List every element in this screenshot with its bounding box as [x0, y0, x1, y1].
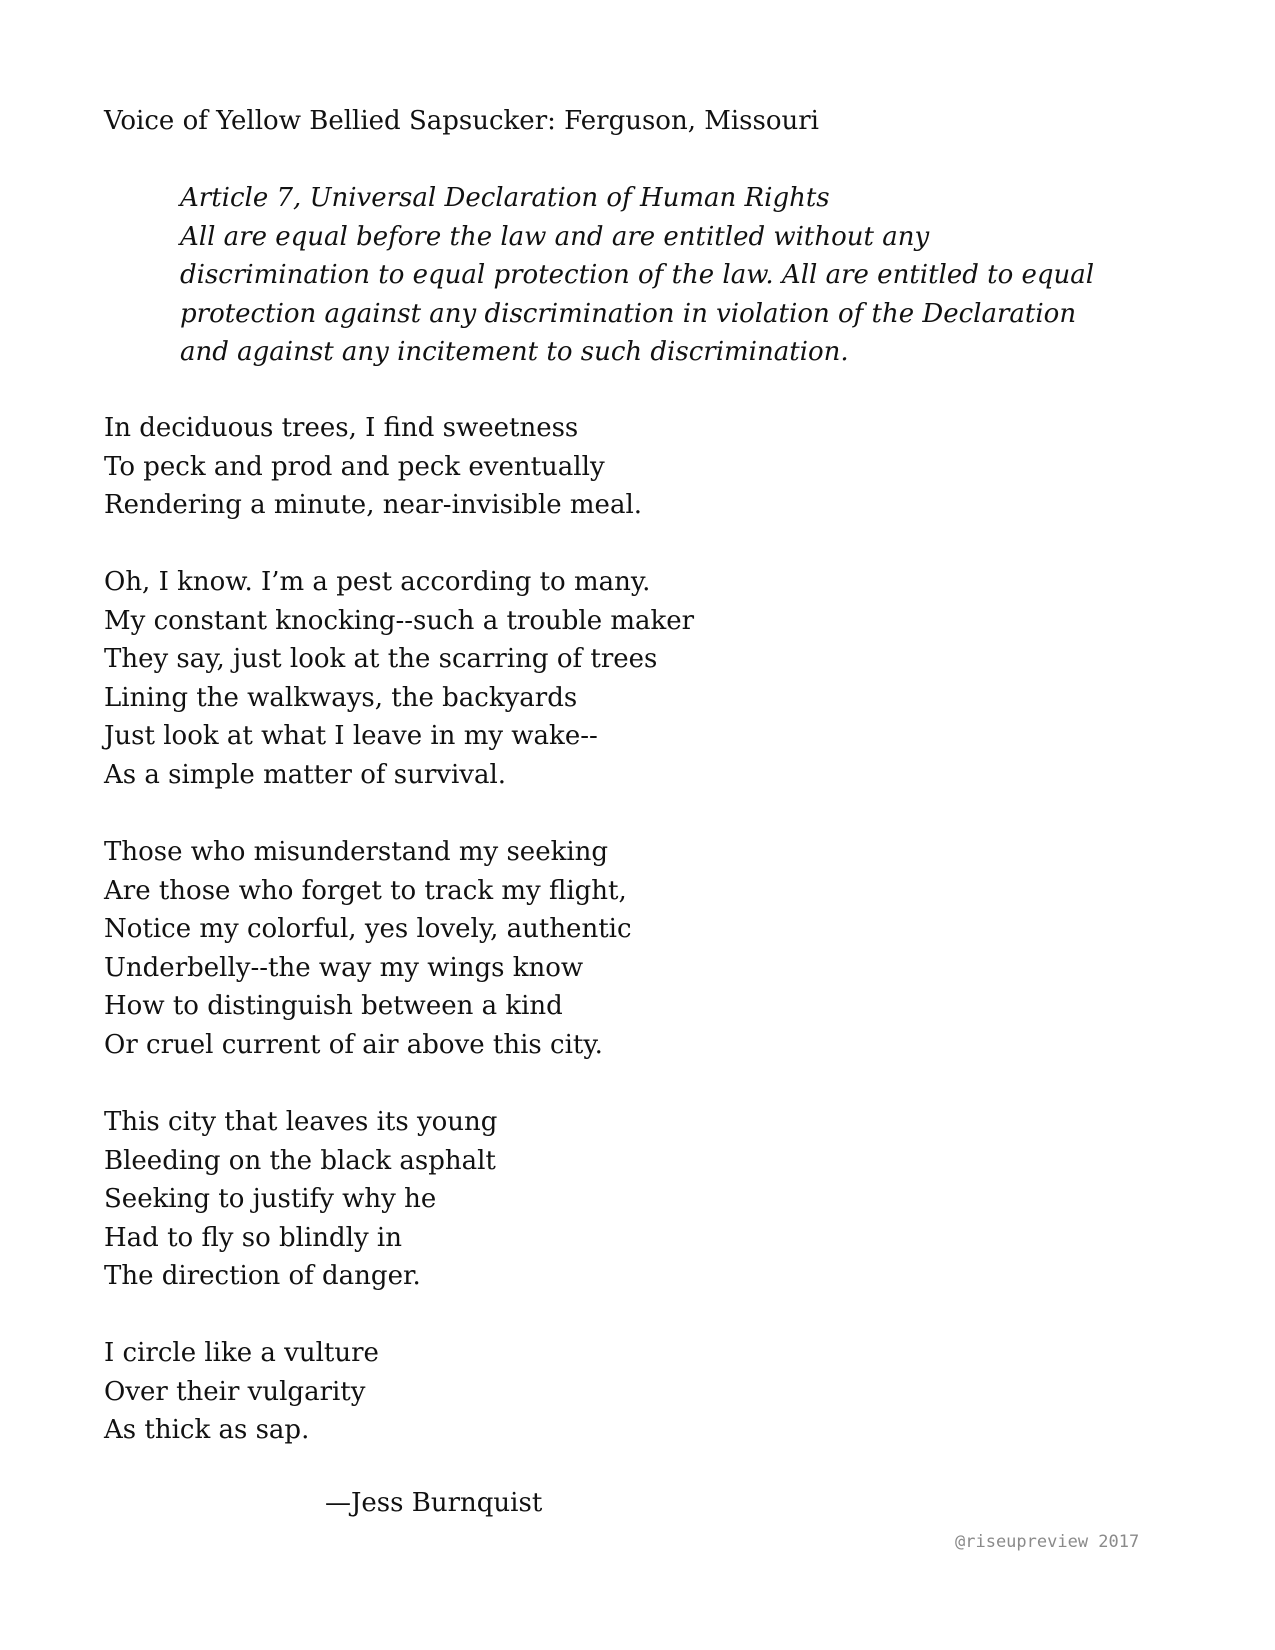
poem-line: The direction of danger. — [104, 1261, 421, 1291]
stanza-4 — [104, 1103, 497, 1296]
stanza-2 — [104, 563, 694, 794]
poem-line: Bleeding on the black asphalt — [104, 1145, 496, 1176]
poem-line: Are those who forget to track my flight, — [104, 875, 627, 906]
poem-line: Oh, I know. I’m a pest according to many. — [104, 567, 651, 597]
watermark: @riseupreview 2017 — [955, 1532, 1140, 1552]
poem-line: In deciduous trees, I find sweetness — [104, 413, 579, 443]
poem-line: Underbelly--the way my wings know — [104, 952, 584, 983]
poem-line: Over their vulgarity — [104, 1376, 366, 1407]
poem-line: As thick as sap. — [104, 1415, 310, 1445]
poem-line: How to distinguish between a kind — [104, 991, 563, 1021]
poem-line: They say, just look at the scarring of trees — [104, 644, 658, 674]
epigraph-line: All are equal before the law and are entitled without any — [180, 221, 930, 252]
poem-line: This city that leaves its young — [104, 1107, 498, 1137]
poem-line: Rendering a minute, near-invisible meal. — [104, 490, 643, 520]
epigraph-line: Article 7, Universal Declaration of Human Rights — [180, 183, 830, 213]
poem-line: Lining the walkways, the backyards — [104, 682, 578, 713]
epigraph — [180, 179, 1094, 372]
stanza-1 — [104, 409, 642, 525]
stanza-5 — [104, 1334, 379, 1450]
poem-line: Had to fly so blindly in — [104, 1222, 402, 1253]
author-signature: —Jess Burnquist — [325, 1488, 543, 1518]
poem-line: To peck and prod and peck eventually — [104, 451, 605, 482]
poem-line: Those who misunderstand my seeking — [104, 837, 609, 867]
poem-line: Seeking to justify why he — [104, 1184, 437, 1214]
poem-title: Voice of Yellow Bellied Sapsucker: Ferguson, Missouri — [104, 106, 819, 136]
stanza-3 — [104, 833, 632, 1064]
poem-line: I circle like a vulture — [104, 1338, 379, 1368]
epigraph-line: protection against any discrimination in violation of the Declaration — [180, 298, 1077, 329]
poem-line: Notice my colorful, yes lovely, authentic — [104, 914, 632, 944]
poem-line: My constant knocking--such a trouble maker — [104, 605, 695, 636]
epigraph-line: discrimination to equal protection of the law. All are entitled to equal — [180, 260, 1095, 290]
poem-line: Or cruel current of air above this city. — [104, 1029, 603, 1060]
epigraph-line: and against any incitement to such discrimination. — [180, 337, 849, 367]
poem-line: Just look at what I leave in my wake-- — [104, 721, 598, 751]
poem-line: As a simple matter of survival. — [104, 759, 507, 790]
